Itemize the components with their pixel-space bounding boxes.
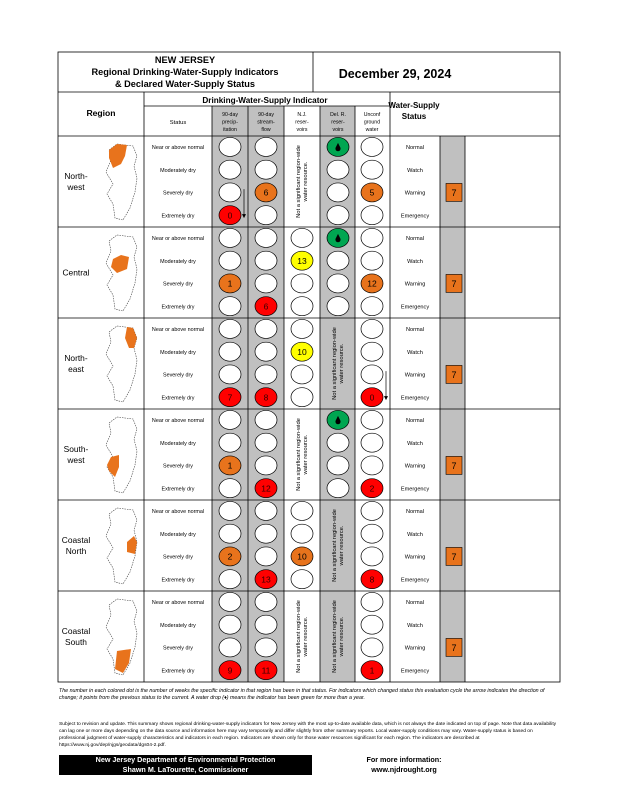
- water-supply-level-label: Emergency: [400, 577, 430, 584]
- indicator-dot: [219, 228, 241, 247]
- water-supply-level-label: Normal: [405, 600, 425, 607]
- indicator-column-header: voirs: [332, 127, 344, 133]
- disclaimer-note: Subject to revision and update. This summary shows regional drinking-water-supply indicators for New Jersey with the most up-to-date available data, which is not always the date indicated on top of page. Note that data availability can lag one or more days depending on the data source and information here may vary temporarily and differ slightly from other summary reports. Local water-supply conditions may vary. Water-supply status is based on professional judgment of water-supply characteristics and indicators in each region. Indicators are shown only for those water resources significant for each region. The indicators are described at https://www.nj.gov/dep/njgs/geodata/dgs04-2.pdf.: [59, 722, 557, 748]
- indicator-dot: [255, 160, 277, 179]
- status-level-label: Near or above normal: [151, 145, 205, 152]
- indicator-dot: [219, 501, 241, 520]
- indicator-dot: [327, 274, 349, 293]
- not-significant-label: Not a significant region-widewater resource.: [332, 327, 345, 400]
- indicator-weeks-value: 10: [297, 346, 307, 357]
- indicator-column-header: stream-: [257, 119, 275, 126]
- region-name: west: [67, 182, 85, 192]
- indicator-dot: [219, 433, 241, 452]
- indicator-dot: [255, 456, 277, 475]
- indicator-dot: [327, 456, 349, 475]
- water-supply-level-label: Warning: [404, 554, 426, 561]
- indicator-dot: [255, 615, 277, 634]
- indicator-dot: [219, 570, 241, 589]
- website-link[interactable]: www.njdrought.org: [371, 764, 437, 774]
- indicator-dot: [361, 228, 383, 247]
- status-level-label: Moderately dry: [160, 531, 196, 538]
- indicator-column-header: ground: [363, 119, 381, 126]
- indicator-weeks-value: 12: [367, 278, 377, 289]
- indicator-dot: [361, 206, 383, 225]
- indicator-dot: [291, 274, 313, 293]
- indicator-dot: [291, 570, 313, 589]
- region-name: South-: [63, 444, 89, 454]
- indicator-dot: [219, 638, 241, 657]
- indicator-dot: [327, 206, 349, 225]
- commissioner-name: Shawn M. LaTourette, Commissioner: [122, 764, 249, 774]
- indicator-weeks-value: 8: [369, 574, 375, 585]
- indicator-dot: [219, 319, 241, 338]
- indicator-column-header: 90-day: [222, 112, 238, 118]
- water-supply-status-weeks: 7: [451, 278, 457, 289]
- water-supply-level-label: Watch: [407, 440, 423, 447]
- indicator-weeks-value: 2: [369, 483, 375, 494]
- status-level-label: Extremely dry: [161, 668, 195, 675]
- status-level-label: Moderately dry: [160, 258, 196, 265]
- indicator-dot: [361, 410, 383, 429]
- region-map: [106, 417, 137, 493]
- indicator-dot: [219, 160, 241, 179]
- status-level-label: Severely dry: [163, 281, 193, 288]
- water-supply-status-weeks: 7: [451, 187, 457, 198]
- water-supply-status-weeks: 7: [451, 369, 457, 380]
- water-supply-level-label: Warning: [404, 372, 426, 379]
- indicator-dot: [255, 342, 277, 361]
- indicator-weeks-value: 12: [261, 483, 271, 494]
- indicator-column-header: N.J.: [297, 112, 307, 118]
- indicator-dot: [361, 433, 383, 452]
- indicator-weeks-value: 6: [263, 301, 269, 312]
- indicator-weeks-value: 0: [369, 392, 375, 403]
- indicator-dot: [255, 365, 277, 384]
- indicator-dot: [255, 137, 277, 156]
- region-map: [106, 599, 137, 675]
- region-name: South: [65, 637, 87, 647]
- agency-name: New Jersey Department of Environmental Protection: [95, 755, 276, 764]
- indicator-dot: [255, 524, 277, 543]
- water-supply-status-weeks: 7: [451, 460, 457, 471]
- indicator-dot: [219, 524, 241, 543]
- water-supply-status-weeks: 7: [451, 642, 457, 653]
- water-supply-level-label: Warning: [404, 463, 426, 470]
- highlighted-region-shape: [115, 649, 131, 673]
- indicator-column-header: water: [365, 127, 379, 133]
- indicator-column-header: 90-day: [258, 112, 274, 118]
- indicator-dot: [219, 592, 241, 611]
- indicator-weeks-value: 10: [297, 551, 307, 562]
- indicator-dot: [361, 160, 383, 179]
- title-line: NEW JERSEY: [154, 55, 216, 65]
- indicator-dot: [327, 160, 349, 179]
- status-level-label: Severely dry: [163, 645, 193, 652]
- indicator-dot: [361, 592, 383, 611]
- indicator-dot: [291, 501, 313, 520]
- indicator-dot: [255, 410, 277, 429]
- status-level-label: Extremely dry: [161, 304, 195, 311]
- indicator-dot: [255, 206, 277, 225]
- status-level-label: Near or above normal: [151, 418, 205, 425]
- indicator-column-header: itation: [223, 127, 237, 133]
- region-name: east: [68, 364, 84, 374]
- indicator-column-header: reser-: [295, 119, 309, 126]
- indicator-weeks-value: 0: [227, 210, 233, 221]
- indicator-column-header: Del. R.: [330, 112, 346, 118]
- title-block: [92, 55, 279, 89]
- indicator-dot: [327, 297, 349, 316]
- indicator-dot: [361, 524, 383, 543]
- title-line: & Declared Water-Supply Status: [114, 79, 256, 89]
- region-map: [106, 235, 137, 311]
- indicator-dot: [291, 228, 313, 247]
- indicator-dot: [291, 365, 313, 384]
- indicator-weeks-value: 5: [369, 187, 375, 198]
- status-level-label: Severely dry: [163, 372, 193, 379]
- water-supply-level-label: Emergency: [400, 304, 430, 311]
- indicator-dot: [291, 297, 313, 316]
- status-level-label: Severely dry: [163, 190, 193, 197]
- indicator-dot: [219, 479, 241, 498]
- indicator-dot: [361, 547, 383, 566]
- water-supply-level-label: Emergency: [400, 213, 430, 220]
- water-supply-level-label: Watch: [407, 531, 423, 538]
- region-name: North: [65, 546, 87, 556]
- status-level-label: Extremely dry: [161, 486, 195, 493]
- status-level-label: Near or above normal: [151, 509, 205, 516]
- indicator-dot: [255, 501, 277, 520]
- indicator-weeks-value: 9: [227, 665, 233, 676]
- indicator-dot: [327, 433, 349, 452]
- status-level-label: Moderately dry: [160, 440, 196, 447]
- water-supply-status-header: Status: [401, 112, 427, 121]
- water-supply-level-label: Normal: [405, 418, 425, 425]
- region-map: [106, 326, 137, 402]
- indicator-dot: [255, 547, 277, 566]
- indicator-column-header: flow: [261, 127, 271, 133]
- indicator-weeks-value: 1: [227, 278, 233, 289]
- region-name: Coastal: [61, 626, 91, 636]
- indicator-dot: [219, 137, 241, 156]
- water-supply-level-label: Emergency: [400, 395, 430, 402]
- indicator-weeks-value: 13: [297, 255, 307, 266]
- region-name: Central: [62, 267, 90, 278]
- not-significant-label: Not a significant region-widewater resource.: [332, 600, 345, 673]
- water-supply-level-label: Normal: [405, 236, 425, 243]
- highlighted-region-shape: [127, 536, 137, 554]
- water-supply-level-label: Watch: [407, 349, 423, 356]
- water-supply-level-label: Warning: [404, 645, 426, 652]
- status-level-label: Moderately dry: [160, 349, 196, 356]
- region-map: [106, 508, 137, 584]
- indicator-weeks-value: 2: [227, 551, 233, 562]
- status-level-label: Moderately dry: [160, 167, 196, 174]
- legend-note: The number in each colored dot is the number of weeks the specific indicator in that region has been in that status. For indicators which changed status this evaluation cycle the arrow indicates the direction of change; it points from the previous status to the current. A water drop (♦) means the indicator has been green for more than a year.: [59, 688, 545, 702]
- indicator-dot: [291, 524, 313, 543]
- water-supply-level-label: Emergency: [400, 668, 430, 675]
- water-supply-level-label: Watch: [407, 167, 423, 174]
- indicator-dot: [219, 183, 241, 202]
- indicator-weeks-value: 1: [227, 460, 233, 471]
- indicator-dot: [361, 456, 383, 475]
- water-supply-level-label: Warning: [404, 281, 426, 288]
- indicator-dot: [255, 592, 277, 611]
- indicator-dot: [219, 365, 241, 384]
- indicator-dot: [361, 137, 383, 156]
- indicator-dot: [361, 319, 383, 338]
- region-name: North-: [64, 171, 88, 181]
- indicator-dot: [361, 342, 383, 361]
- more-info-footer: [330, 755, 478, 774]
- water-supply-level-label: Normal: [405, 509, 425, 516]
- indicator-dot: [219, 615, 241, 634]
- water-supply-status-header: Water-Supply: [388, 101, 440, 110]
- indicator-dot: [255, 251, 277, 270]
- indicator-weeks-value: 7: [227, 392, 233, 403]
- title-line: Regional Drinking-Water-Supply Indicators: [91, 67, 279, 77]
- status-level-label: Moderately dry: [160, 622, 196, 629]
- indicator-dot: [255, 433, 277, 452]
- arrow-head-icon: [384, 396, 388, 400]
- highlighted-region-shape: [111, 255, 129, 273]
- indicator-weeks-value: 11: [261, 665, 271, 676]
- status-level-label: Extremely dry: [161, 395, 195, 402]
- status-level-label: Near or above normal: [151, 327, 205, 334]
- water-supply-level-label: Emergency: [400, 486, 430, 493]
- indicator-column-header: voirs: [296, 127, 308, 133]
- not-significant-label: Not a significant region-widewater resource.: [296, 145, 309, 218]
- highlighted-region-shape: [107, 455, 119, 477]
- not-significant-label: Not a significant region-widewater resource.: [296, 418, 309, 491]
- status-level-label: Severely dry: [163, 463, 193, 470]
- indicator-weeks-value: 6: [263, 187, 269, 198]
- indicator-dot: [219, 410, 241, 429]
- water-supply-status-weeks: 7: [451, 551, 457, 562]
- indicator-dot: [327, 183, 349, 202]
- status-level-label: Near or above normal: [151, 236, 205, 243]
- region-name: North-: [64, 353, 88, 363]
- status-level-label: Severely dry: [163, 554, 193, 561]
- indicator-dot: [327, 479, 349, 498]
- more-info-label: For more information:: [366, 755, 442, 764]
- indicator-dot: [255, 228, 277, 247]
- indicator-dot: [291, 388, 313, 407]
- agency-footer: [59, 755, 312, 775]
- region-name: Coastal: [61, 535, 91, 545]
- water-supply-level-label: Normal: [405, 145, 425, 152]
- indicator-column-header: Unconf: [363, 112, 381, 118]
- indicator-dot: [361, 638, 383, 657]
- status-level-label: Near or above normal: [151, 600, 205, 607]
- indicator-dot: [255, 319, 277, 338]
- indicator-dot: [255, 274, 277, 293]
- indicator-dot: [291, 319, 313, 338]
- region-header: Region: [86, 108, 116, 118]
- indicator-dot: [361, 365, 383, 384]
- indicator-dot: [219, 251, 241, 270]
- water-supply-level-label: Watch: [407, 622, 423, 629]
- indicator-dot: [219, 297, 241, 316]
- status-level-label: Extremely dry: [161, 213, 195, 220]
- water-supply-level-label: Watch: [407, 258, 423, 265]
- water-supply-level-label: Normal: [405, 327, 425, 334]
- indicator-weeks-value: 8: [263, 392, 269, 403]
- indicator-weeks-value: 1: [369, 665, 375, 676]
- indicator-column-header: precip-: [222, 119, 238, 126]
- indicator-dot: [361, 615, 383, 634]
- not-significant-label: Not a significant region-widewater resource.: [296, 600, 309, 673]
- water-supply-level-label: Warning: [404, 190, 426, 197]
- indicator-group-header: Drinking-Water-Supply Indicator: [202, 96, 328, 105]
- indicator-dot: [255, 638, 277, 657]
- not-significant-label: Not a significant region-widewater resource.: [332, 509, 345, 582]
- indicator-column-header: reser-: [331, 119, 345, 126]
- region-name: west: [67, 455, 85, 465]
- indicator-weeks-value: 13: [261, 574, 271, 585]
- region-map: [106, 144, 137, 220]
- status-header: Status: [169, 120, 187, 126]
- report-date: December 29, 2024: [338, 67, 452, 81]
- indicator-dot: [361, 501, 383, 520]
- indicator-dot: [219, 342, 241, 361]
- indicator-dot: [361, 297, 383, 316]
- indicator-dot: [361, 251, 383, 270]
- status-level-label: Extremely dry: [161, 577, 195, 584]
- indicator-dot: [327, 251, 349, 270]
